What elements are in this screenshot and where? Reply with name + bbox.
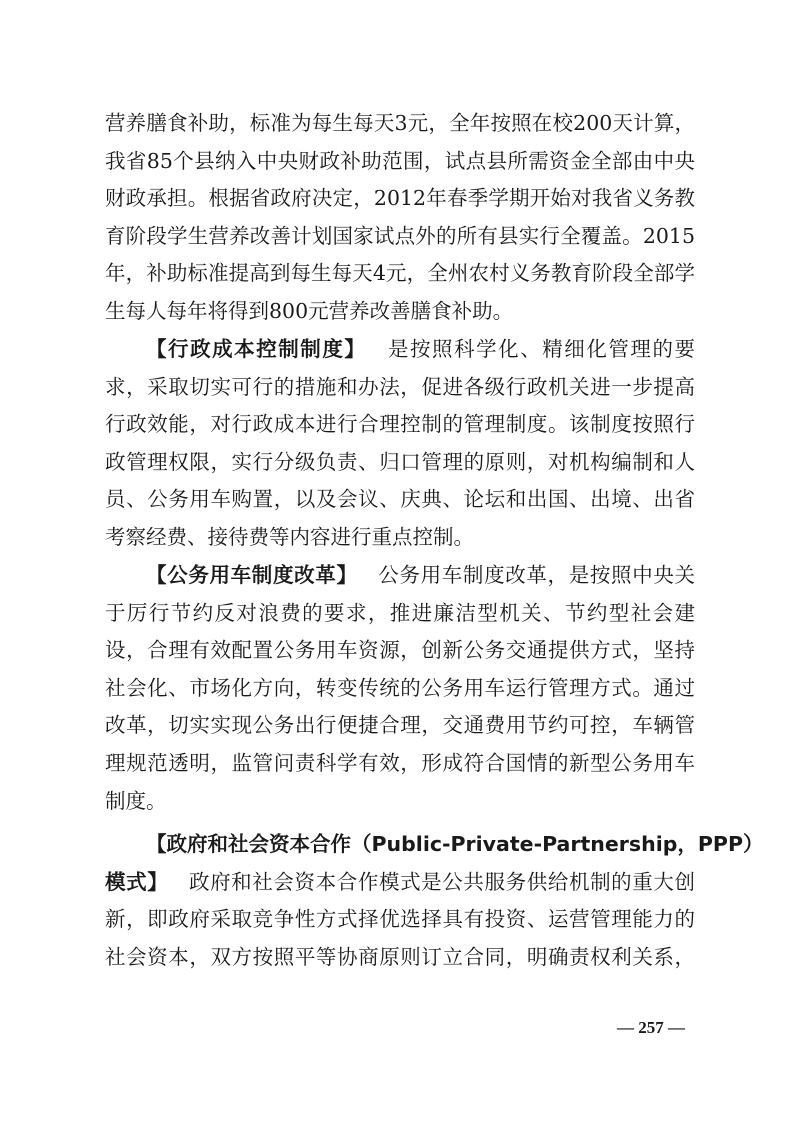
paragraph-admin-cost-control [105,331,695,557]
text-line: 育阶段学生营养改善计划国家试点外的所有县实行全覆盖。2015 [105,223,695,248]
text-line [105,826,764,864]
text-line: 理规范透明，监管问责科学有效，形成符合国情的新型公务用车 [105,750,695,775]
page-number: — 257 — [617,1018,685,1037]
text-line: 财政承担。根据省政府决定，2012年春季学期开始对我省义务教 [105,186,695,211]
entry-term: 【公务用车制度改革】 [146,563,358,587]
paragraph-nutrition-subsidy [105,105,695,331]
paragraph-official-vehicle-reform [105,557,695,820]
text-line: 制度。 [105,788,167,813]
paragraph-ppp-model [105,826,764,976]
text-line [105,864,695,902]
text-line: 生每人每年将得到800元营养改善膳食补助。 [105,298,514,323]
entry-term: 【行政成本控制制度】 [146,337,367,361]
text-line: 求，采取切实可行的措施和办法，促进各级行政机关进一步提高 [105,374,695,399]
text-line: 社会资本，双方按照平等协商原则订立合同，明确责权利关系， [105,944,695,969]
text-line: 新，即政府采取竞争性方式择优选择具有投资、运营管理能力的 [105,907,695,932]
entry-definition-start: 是按照科学化、精细化管理的要 [386,337,696,361]
text-line: 于厉行节约反对浪费的要求，推进廉洁型机关、节约型社会建 [105,600,695,625]
text-line: 员、公务用车购置，以及会议、庆典、论坛和出国、出境、出省 [105,487,695,512]
text-line: 行政效能，对行政成本进行合理控制的管理制度。该制度按照行 [105,412,695,437]
text-line: 改革，切实实现公务出行便捷合理，交通费用节约可控，车辆管 [105,713,695,738]
text-line: 年，补助标准提高到每生每天4元，全州农村义务教育阶段全部学 [105,261,695,286]
entry-definition-start: 政府和社会资本合作模式是公共服务供给机制的重大创 [188,869,696,894]
text-line: 我省85个县纳入中央财政补助范围，试点县所需资金全部由中央 [105,148,695,173]
text-line [105,557,695,595]
entry-term: 【政府和社会资本合作（Public-Private-Partnership，PPP） [146,832,764,856]
text-line [105,331,695,369]
text-line: 政管理权限，实行分级负责、归口管理的原则，对机构编制和人 [105,449,695,474]
text-line: 设，合理有效配置公务用车资源，创新公务交通提供方式，坚持 [105,638,695,663]
text-line: 考察经费、接待费等内容进行重点控制。 [105,524,474,549]
text-line: 社会化、市场化方向，转变传统的公务用车运行管理方式。通过 [105,675,695,700]
entry-definition-start: 公务用车制度改革，是按照中央关 [377,563,696,587]
entry-term-continued: 模式】 [105,869,169,894]
text-line: 营养膳食补助，标准为每生每天3元，全年按照在校200天计算， [105,111,695,135]
